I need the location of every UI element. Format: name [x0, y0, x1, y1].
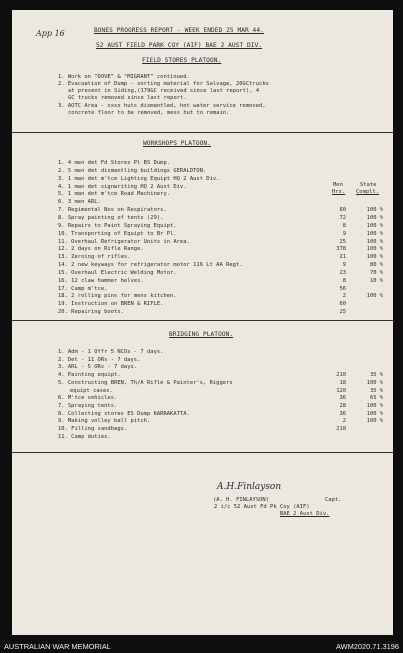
item-text: 9. Repairs to Paint Spraying Equipt.	[58, 222, 177, 229]
item-text: equipt cases.	[70, 387, 113, 394]
signatory-name: (A. H. FINLAYSON)	[213, 497, 270, 503]
item-text: 19. Instruction on BREN & RIFLE.	[58, 301, 164, 308]
item-percent-complete: 100 %	[366, 230, 383, 237]
item-text: 14. 2 new keyways for refrigerator motor 116 Lt AA Regt.	[58, 262, 243, 269]
item-text: 17. Camp m'tce.	[58, 285, 108, 292]
item-text: 16. 12 claw hammer helves.	[58, 277, 144, 284]
item-percent-complete: 100 %	[366, 379, 383, 386]
item-hours: 18	[339, 379, 346, 386]
item-hours: 2	[342, 293, 346, 300]
item-percent-complete: 65 %	[370, 395, 383, 402]
item-percent-complete: 100 %	[366, 222, 383, 229]
list-item: concrete floor to be removed, mess hut to remain.	[68, 110, 230, 116]
item-hours: 28	[339, 402, 346, 409]
item-text: 7. Spraying tents.	[58, 402, 118, 409]
item-hours: 2	[342, 418, 346, 425]
item-hours: 36	[339, 410, 346, 417]
item-text: 6. 3 men ARL.	[58, 199, 101, 206]
field-stores-heading: FIELD STORES PLATOON.	[142, 57, 222, 64]
item-percent-complete: 10 %	[370, 277, 383, 284]
list-item: 2. Evacuation of Dump - sorting material for Salvage, 20GCtrucks	[58, 81, 269, 87]
page-annotation: App 16	[36, 29, 65, 38]
workshops-heading: WORKSHOPS PLATOON.	[143, 140, 211, 147]
item-hours: 8	[342, 277, 346, 284]
item-hours: 25	[339, 238, 346, 245]
item-text: 12. 2 days on Rifle Range.	[58, 246, 144, 253]
section-divider	[12, 452, 393, 453]
column-header-hrs: Hrs.	[332, 189, 346, 195]
item-percent-complete: 100 %	[366, 410, 383, 417]
item-text: 5. 1 man det m'tce Road Machinery.	[58, 191, 171, 198]
item-percent-complete: 100 %	[366, 402, 383, 409]
item-percent-complete: 100 %	[366, 254, 383, 261]
item-percent-complete: 35 %	[370, 387, 383, 394]
item-percent-complete: 100 %	[366, 418, 383, 425]
list-item: 3. AOTC Area - xxxx huts dismantled, hot water service removed,	[58, 103, 266, 109]
item-percent-complete: 100 %	[366, 207, 383, 214]
section-divider	[12, 132, 393, 133]
item-percent-complete: 100 %	[366, 238, 383, 245]
item-text: 10. Filling sandbags.	[58, 426, 128, 432]
item-text: 1. Adm - 1 Offr 5 NCOs - 7 days.	[58, 349, 164, 355]
item-text: 8. Spray painting of tents (29).	[58, 214, 164, 221]
item-percent-complete: 35 %	[370, 372, 383, 379]
item-text: 20. Repairing boots.	[58, 309, 124, 316]
item-text: 11. Camp duties.	[58, 433, 111, 440]
item-text: 4. Painting equipt.	[58, 372, 121, 379]
section-divider	[12, 320, 393, 321]
item-text: 3. 1 man det m'tce Lighting Equipt HQ 2 Aust Div.	[58, 175, 220, 182]
item-text: 15. Overhaul Electric Welding Motor.	[58, 269, 177, 276]
item-hours: 36	[339, 395, 346, 402]
item-hours: 56	[339, 285, 346, 292]
item-hours: 21	[339, 254, 346, 261]
item-hours: 25	[339, 309, 346, 316]
item-text: 11. Overhaul Refrigerator Units in Area.	[58, 238, 190, 245]
item-text: 7. Regimental Nos on Respirators.	[58, 207, 167, 214]
handwritten-signature: A.H.Finlayson	[217, 482, 282, 492]
item-percent-complete: 70 %	[370, 269, 383, 276]
item-text: 13. Zeroing of rifles.	[58, 254, 131, 261]
item-text: 9. Making volley ball pitch.	[58, 418, 151, 425]
column-header-complete: Complt.	[356, 189, 380, 195]
item-text: 5. Constructing BREN, Th/A Rifle & Painter's, Riggers	[58, 379, 233, 386]
item-hours: 378	[336, 246, 346, 253]
item-text: 8. Collecting stores ES Dump KARRAKATTA.	[58, 410, 190, 417]
item-text: 2. Det - 11 ORs - 7 days.	[58, 356, 141, 363]
item-text: 6. M'tce vehicles.	[58, 395, 118, 402]
item-hours: 9	[342, 262, 346, 269]
item-text: 1. 4 men det Fd Stores Pl BS Dump.	[58, 160, 171, 166]
item-percent-complete: 100 %	[366, 246, 383, 253]
item-hours: 23	[339, 269, 346, 276]
document-page	[12, 10, 393, 635]
item-percent-complete: 100 %	[366, 214, 383, 221]
archive-reference: AWM2020.71.3196	[336, 642, 399, 651]
list-item: 1. Work on "DOVE" & "MIGRANT" continued.	[58, 74, 190, 80]
signatory-rank: Capt.	[325, 497, 342, 503]
item-text: 2. 5 men det dismantling buildings GERALDTON.	[58, 167, 207, 174]
archive-name: AUSTRALIAN WAR MEMORIAL	[4, 642, 111, 651]
report-unit-line: 52 AUST FIELD PARK COY (AIF) BAE 2 AUST DIV.	[96, 42, 263, 49]
item-text: 10. Transporting of Equipt to Br Pl.	[58, 230, 177, 237]
item-hours: 210	[336, 372, 346, 379]
list-item: at present in Siding,(179GC received since last report), 4	[68, 88, 260, 94]
item-percent-complete: 80 %	[370, 262, 383, 269]
signatory-unit: 2 i/c 52 Aust Fd Pk Coy (AIF)	[214, 504, 310, 510]
item-hours: 210	[336, 426, 346, 432]
item-text: 3. ARL - 5 ORs - 7 days.	[58, 364, 138, 371]
item-text: 18. 2 rolling pins for mens kitchen.	[58, 293, 177, 300]
item-hours: 120	[336, 387, 346, 394]
list-item: GC trucks removed since last report.	[68, 95, 187, 101]
item-percent-complete: 100 %	[366, 293, 383, 300]
item-hours: 60	[339, 301, 346, 308]
report-title: BONES PROGRESS REPORT - WEEK ENDED 25 MAR 44.	[94, 27, 264, 34]
bridging-heading: BRIDGING PLATOON.	[169, 331, 234, 338]
archive-footer	[0, 637, 403, 653]
item-hours: 9	[342, 230, 346, 237]
item-hours: 8	[342, 222, 346, 229]
item-text: 4. 1 man det signwriting HQ 2 Aust Div.	[58, 183, 187, 190]
signatory-formation: BAE 2 Aust Div.	[280, 511, 330, 517]
item-hours: 60	[339, 207, 346, 214]
column-header-state: State	[360, 182, 377, 188]
item-hours: 72	[339, 214, 346, 221]
column-header-men: Men	[333, 182, 343, 188]
